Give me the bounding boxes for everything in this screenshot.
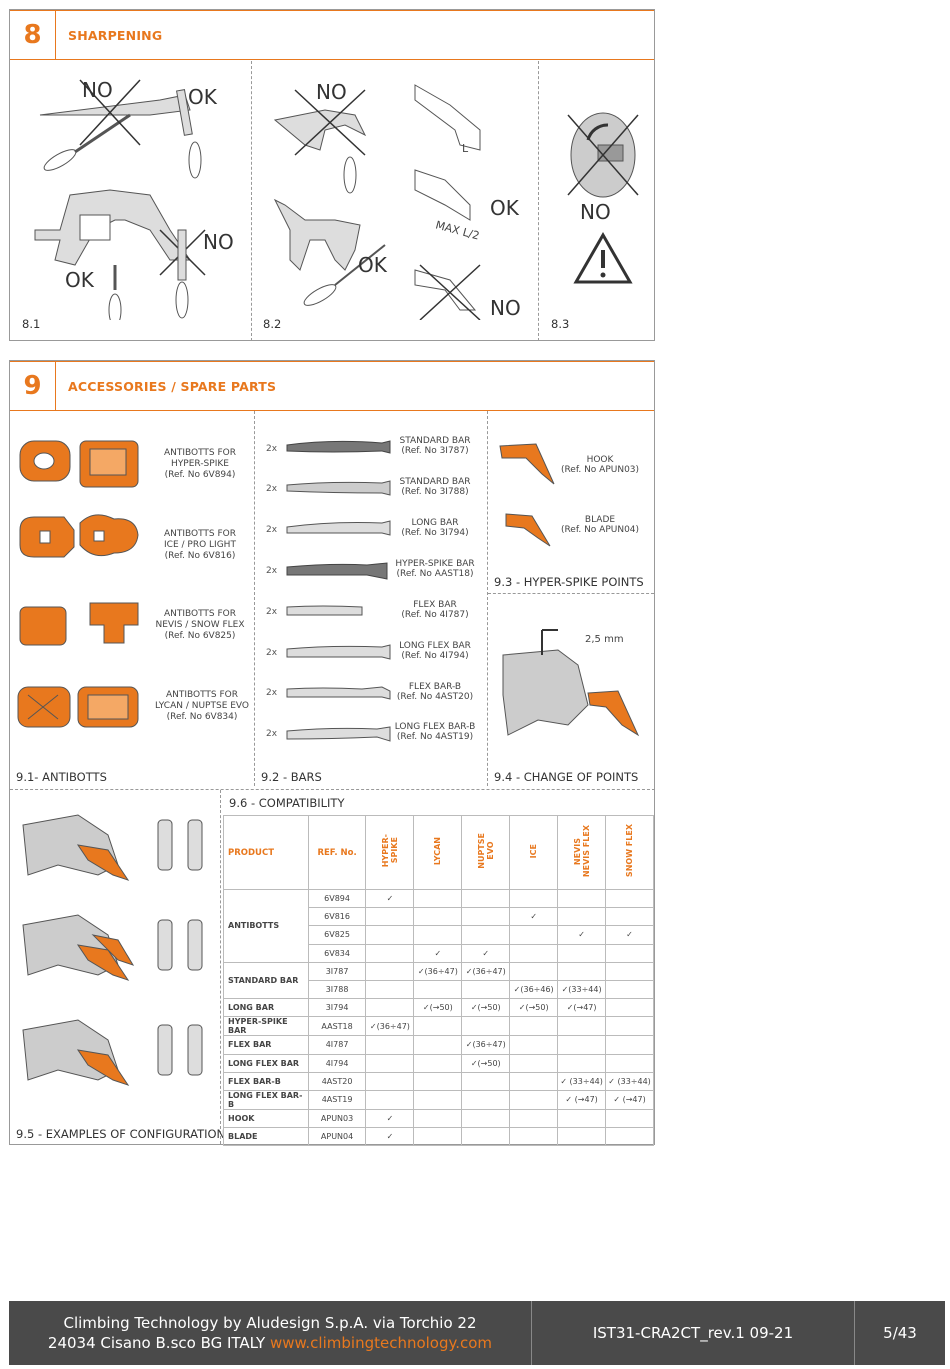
bar-ref: (Ref. No 3I794) bbox=[401, 528, 469, 538]
bar-qty: 2x bbox=[266, 648, 278, 658]
word-ok: OK bbox=[358, 253, 387, 277]
compatibility-table bbox=[223, 815, 654, 1146]
header-line: NEVIS bbox=[572, 837, 582, 865]
header-line: NUPTSE bbox=[476, 833, 486, 869]
table-row bbox=[224, 999, 654, 1017]
divider bbox=[10, 789, 655, 790]
compat-cell bbox=[510, 1036, 558, 1054]
word-no: NO bbox=[490, 296, 521, 320]
compat-cell bbox=[414, 980, 462, 998]
section-header bbox=[10, 361, 654, 411]
antibott-line: ANTIBOTTS FOR bbox=[165, 690, 239, 700]
ref-cell: 4AST19 bbox=[308, 1090, 366, 1109]
bar-ref: (Ref. No 3I788) bbox=[401, 487, 469, 497]
compat-cell: ✓ (33÷44) bbox=[606, 1072, 654, 1090]
compat-cell: ✓ bbox=[414, 944, 462, 962]
product-cell: FLEX BAR bbox=[224, 1036, 309, 1054]
table-row bbox=[224, 1128, 654, 1146]
compat-cell: ✓(→50) bbox=[510, 999, 558, 1017]
bar-label bbox=[392, 559, 478, 579]
compat-cell: ✓ bbox=[558, 926, 606, 944]
panel-label: 8.1 bbox=[22, 317, 41, 331]
table-row bbox=[224, 1109, 654, 1127]
compat-cell bbox=[462, 1072, 510, 1090]
grinder-illustration bbox=[558, 100, 653, 290]
compat-cell bbox=[558, 944, 606, 962]
point-label bbox=[556, 515, 644, 535]
point-ref: (Ref. No APUN03) bbox=[560, 465, 640, 475]
table-row bbox=[224, 1090, 654, 1109]
point-illustrations bbox=[496, 438, 556, 548]
compat-cell bbox=[366, 1036, 414, 1054]
section-header bbox=[10, 10, 654, 60]
bar-ref: (Ref. No 4I787) bbox=[401, 610, 469, 620]
header-line: HYPER- bbox=[380, 834, 390, 868]
footer-line: Climbing Technology by Aludesign S.p.A. via Torchio 22 bbox=[63, 1314, 477, 1332]
compat-cell bbox=[558, 1017, 606, 1036]
word-no: NO bbox=[82, 78, 113, 102]
compat-cell: ✓(36÷47) bbox=[414, 962, 462, 980]
compat-cell bbox=[414, 926, 462, 944]
ref-cell: 4I787 bbox=[308, 1036, 366, 1054]
section-number: 9 bbox=[10, 362, 56, 410]
compat-cell bbox=[606, 1036, 654, 1054]
compat-cell: ✓(36÷47) bbox=[462, 1036, 510, 1054]
compat-cell: ✓(36÷47) bbox=[366, 1017, 414, 1036]
ref-cell: 4AST20 bbox=[308, 1072, 366, 1090]
compat-cell: ✓ bbox=[462, 944, 510, 962]
header-col bbox=[366, 816, 414, 890]
antibott-illustrations bbox=[14, 435, 154, 735]
footer bbox=[9, 1301, 945, 1365]
compat-cell: ✓ (33÷44) bbox=[558, 1072, 606, 1090]
compat-cell bbox=[414, 1109, 462, 1127]
section-number: 8 bbox=[10, 11, 56, 59]
bar-label bbox=[392, 600, 478, 620]
compat-cell bbox=[414, 890, 462, 908]
word-ok: OK bbox=[490, 196, 519, 220]
compat-cell: ✓ (→47) bbox=[606, 1090, 654, 1109]
antibott-ref: (Ref. No 6V834) bbox=[166, 712, 238, 722]
product-cell: HYPER-SPIKE BAR bbox=[224, 1017, 309, 1036]
product-cell: FLEX BAR-B bbox=[224, 1072, 309, 1090]
bar-qty: 2x bbox=[266, 688, 278, 698]
compat-cell bbox=[462, 980, 510, 998]
compat-cell bbox=[414, 1054, 462, 1072]
antibott-ref: (Ref. No 6V825) bbox=[164, 631, 236, 641]
antibott-line: ANTIBOTTS FOR bbox=[163, 609, 237, 619]
compat-cell bbox=[606, 1128, 654, 1146]
compat-cell bbox=[510, 944, 558, 962]
compat-cell bbox=[606, 1054, 654, 1072]
compat-cell bbox=[510, 890, 558, 908]
panel-label: 9.1- ANTIBOTTS bbox=[16, 770, 107, 784]
compat-cell bbox=[606, 1017, 654, 1036]
antibott-label bbox=[150, 529, 250, 562]
compat-cell: ✓(36÷47) bbox=[462, 962, 510, 980]
bar-qty: 2x bbox=[266, 566, 278, 576]
footer-line bbox=[48, 1333, 492, 1353]
antibott-label bbox=[150, 609, 250, 642]
compat-cell: ✓(33÷44) bbox=[558, 980, 606, 998]
word-no: NO bbox=[316, 80, 347, 104]
compat-cell: ✓(→50) bbox=[462, 999, 510, 1017]
section-title: SHARPENING bbox=[68, 27, 163, 43]
antibott-line: NEVIS / SNOW FLEX bbox=[155, 620, 245, 630]
bar-ref: (Ref. No AAST18) bbox=[396, 569, 474, 579]
product-cell: LONG BAR bbox=[224, 999, 309, 1017]
bar-ref: (Ref. No 4AST19) bbox=[396, 732, 474, 742]
compat-cell bbox=[366, 1054, 414, 1072]
compat-cell bbox=[558, 1054, 606, 1072]
compat-cell: ✓(36÷46) bbox=[510, 980, 558, 998]
panel-label: 8.3 bbox=[551, 317, 570, 331]
bar-label bbox=[392, 722, 478, 742]
antibott-line: LYCAN / NUPTSE EVO bbox=[154, 701, 250, 711]
compat-cell: ✓ bbox=[366, 1128, 414, 1146]
divider bbox=[251, 61, 252, 341]
ref-cell: 3I787 bbox=[308, 962, 366, 980]
compat-cell bbox=[462, 926, 510, 944]
header-col-text bbox=[381, 834, 399, 867]
compat-cell bbox=[606, 999, 654, 1017]
header-col bbox=[558, 816, 606, 890]
header-col-text bbox=[573, 825, 591, 877]
product-cell: LONG FLEX BAR bbox=[224, 1054, 309, 1072]
header-ref: REF. No. bbox=[308, 816, 366, 890]
panel-label: 9.4 - CHANGE OF POINTS bbox=[494, 770, 639, 784]
ref-cell: AAST18 bbox=[308, 1017, 366, 1036]
footer-page-number: 5/43 bbox=[883, 1324, 917, 1342]
header-line: NEVIS FLEX bbox=[581, 824, 591, 878]
word-ok: OK bbox=[65, 268, 94, 292]
bar-name: HYPER-SPIKE BAR bbox=[395, 559, 475, 569]
table-header-row bbox=[224, 816, 654, 890]
point-ref: (Ref. No APUN04) bbox=[560, 525, 640, 535]
antibott-line: ANTIBOTTS FOR bbox=[163, 448, 237, 458]
antibott-ref: (Ref. No 6V816) bbox=[164, 551, 236, 561]
compat-cell bbox=[366, 1090, 414, 1109]
word-no: NO bbox=[580, 200, 611, 224]
antibott-label bbox=[150, 448, 250, 481]
bar-label bbox=[392, 436, 478, 456]
dimension-label: L bbox=[462, 142, 469, 155]
compat-cell bbox=[366, 926, 414, 944]
compat-cell: ✓ bbox=[366, 890, 414, 908]
bar-name: FLEX BAR-B bbox=[408, 682, 462, 692]
compat-cell bbox=[462, 1017, 510, 1036]
compat-cell bbox=[414, 1017, 462, 1036]
bar-label bbox=[392, 641, 478, 661]
product-cell: ANTIBOTTS bbox=[224, 890, 309, 963]
point-name: HOOK bbox=[586, 455, 614, 465]
section-title: ACCESSORIES / SPARE PARTS bbox=[68, 378, 277, 394]
bar-ref: (Ref. No 4AST20) bbox=[396, 692, 474, 702]
section-sharpening bbox=[9, 9, 655, 341]
compat-cell bbox=[414, 1128, 462, 1146]
bar-name: STANDARD BAR bbox=[399, 436, 471, 446]
header-col bbox=[510, 816, 558, 890]
point-name: BLADE bbox=[584, 515, 616, 525]
compat-cell bbox=[366, 980, 414, 998]
bar-label bbox=[392, 518, 478, 538]
product-cell: BLADE bbox=[224, 1128, 309, 1146]
compat-cell bbox=[606, 908, 654, 926]
panel-label: 9.5 - EXAMPLES OF CONFIGURATION bbox=[16, 1127, 226, 1141]
compat-cell: ✓(→50) bbox=[462, 1054, 510, 1072]
change-points-illustration bbox=[498, 625, 648, 755]
bar-label bbox=[392, 682, 478, 702]
compat-cell bbox=[414, 1036, 462, 1054]
compat-cell bbox=[366, 962, 414, 980]
bar-qty: 2x bbox=[266, 607, 278, 617]
header-col-text: LYCAN bbox=[433, 836, 443, 866]
header-col-text: SNOW FLEX bbox=[625, 824, 635, 878]
compat-cell: ✓(→47) bbox=[558, 999, 606, 1017]
ref-cell: 6V825 bbox=[308, 926, 366, 944]
panel-label: 9.2 - BARS bbox=[261, 770, 322, 784]
compat-cell bbox=[606, 890, 654, 908]
compat-cell bbox=[414, 908, 462, 926]
compat-cell bbox=[558, 962, 606, 980]
antibott-label bbox=[150, 690, 254, 723]
compat-cell bbox=[510, 1054, 558, 1072]
compat-cell bbox=[558, 1036, 606, 1054]
ref-cell: 3I794 bbox=[308, 999, 366, 1017]
bar-name: LONG FLEX BAR-B bbox=[394, 722, 476, 732]
header-col bbox=[606, 816, 654, 890]
panel-label: 9.3 - HYPER-SPIKE POINTS bbox=[494, 575, 644, 589]
bar-qty: 2x bbox=[266, 484, 278, 494]
compat-cell bbox=[462, 1109, 510, 1127]
panel-label: 8.2 bbox=[263, 317, 282, 331]
compat-cell: ✓ bbox=[510, 908, 558, 926]
compat-cell: ✓(→50) bbox=[414, 999, 462, 1017]
point-label bbox=[556, 455, 644, 475]
table-row bbox=[224, 1072, 654, 1090]
compat-cell bbox=[366, 908, 414, 926]
word-ok: OK bbox=[188, 85, 217, 109]
table-row bbox=[224, 1054, 654, 1072]
footer-doc-code: IST31-CRA2CT_rev.1 09-21 bbox=[532, 1301, 855, 1365]
compat-cell bbox=[510, 1090, 558, 1109]
footer-address bbox=[9, 1301, 532, 1365]
table-row bbox=[224, 1036, 654, 1054]
word-no: NO bbox=[203, 230, 234, 254]
product-cell: HOOK bbox=[224, 1109, 309, 1127]
bar-illustrations bbox=[282, 435, 392, 745]
dimension-label: 2,5 mm bbox=[585, 634, 624, 645]
compat-cell: ✓ (→47) bbox=[558, 1090, 606, 1109]
compat-cell bbox=[510, 1017, 558, 1036]
compat-cell bbox=[510, 1109, 558, 1127]
bar-qty: 2x bbox=[266, 444, 278, 454]
compat-cell bbox=[510, 962, 558, 980]
header-col bbox=[462, 816, 510, 890]
bar-name: STANDARD BAR bbox=[399, 477, 471, 487]
bar-name: LONG FLEX BAR bbox=[399, 641, 471, 651]
table-row bbox=[224, 962, 654, 980]
footer-address-line: 24034 Cisano B.sco BG ITALY bbox=[47, 1334, 270, 1352]
bar-label bbox=[392, 477, 478, 497]
antibott-line: ICE / PRO LIGHT bbox=[164, 540, 236, 550]
compat-cell bbox=[606, 980, 654, 998]
compat-cell bbox=[606, 944, 654, 962]
divider bbox=[254, 411, 255, 786]
table-body bbox=[224, 890, 654, 1146]
ref-cell: 4I794 bbox=[308, 1054, 366, 1072]
configuration-examples bbox=[18, 805, 218, 1125]
compat-cell bbox=[366, 1072, 414, 1090]
compat-cell bbox=[558, 908, 606, 926]
divider bbox=[488, 593, 654, 594]
ref-cell: 3I788 bbox=[308, 980, 366, 998]
product-cell: STANDARD BAR bbox=[224, 962, 309, 998]
header-col-text bbox=[477, 833, 495, 869]
compat-cell bbox=[510, 1128, 558, 1146]
footer-link[interactable]: www.climbingtechnology.com bbox=[269, 1334, 493, 1352]
ref-cell: 6V894 bbox=[308, 890, 366, 908]
bar-name: LONG BAR bbox=[411, 518, 459, 528]
antibott-line: ANTIBOTTS FOR bbox=[163, 529, 237, 539]
divider bbox=[487, 411, 488, 786]
ref-cell: APUN03 bbox=[308, 1109, 366, 1127]
panel-label: 9.6 - COMPATIBILITY bbox=[229, 796, 345, 810]
header-line: SPIKE bbox=[389, 837, 399, 865]
compat-cell: ✓ bbox=[366, 1109, 414, 1127]
compat-cell bbox=[510, 1072, 558, 1090]
header-col bbox=[414, 816, 462, 890]
compat-cell bbox=[558, 1128, 606, 1146]
table-row bbox=[224, 1017, 654, 1036]
product-cell: LONG FLEX BAR-B bbox=[224, 1090, 309, 1109]
compat-cell: ✓ bbox=[606, 926, 654, 944]
compat-cell bbox=[462, 908, 510, 926]
compat-cell bbox=[462, 1128, 510, 1146]
compat-cell bbox=[366, 999, 414, 1017]
dimension-label: MAX L/2 bbox=[434, 218, 481, 243]
bar-ref: (Ref. No 3I787) bbox=[401, 446, 469, 456]
divider bbox=[538, 61, 539, 341]
divider bbox=[220, 790, 221, 1144]
antibott-line: HYPER-SPIKE bbox=[171, 459, 229, 469]
header-line: EVO bbox=[485, 841, 495, 861]
compat-cell bbox=[414, 1072, 462, 1090]
compat-cell bbox=[462, 1090, 510, 1109]
compat-cell bbox=[462, 890, 510, 908]
ref-cell: APUN04 bbox=[308, 1128, 366, 1146]
compat-cell bbox=[510, 926, 558, 944]
ref-cell: 6V834 bbox=[308, 944, 366, 962]
bar-qty: 2x bbox=[266, 525, 278, 535]
compat-cell bbox=[606, 1109, 654, 1127]
bar-qty: 2x bbox=[266, 729, 278, 739]
compat-cell bbox=[558, 1109, 606, 1127]
header-col-text: ICE bbox=[529, 843, 539, 859]
compat-cell bbox=[414, 1090, 462, 1109]
sharpening-illustration-2 bbox=[265, 70, 535, 320]
compat-cell bbox=[558, 890, 606, 908]
table-row bbox=[224, 890, 654, 908]
ref-cell: 6V816 bbox=[308, 908, 366, 926]
bar-ref: (Ref. No 4I794) bbox=[401, 651, 469, 661]
compat-cell bbox=[606, 962, 654, 980]
antibott-ref: (Ref. No 6V894) bbox=[164, 470, 236, 480]
compat-cell bbox=[366, 944, 414, 962]
header-product: PRODUCT bbox=[224, 816, 309, 890]
bar-name: FLEX BAR bbox=[413, 600, 457, 610]
